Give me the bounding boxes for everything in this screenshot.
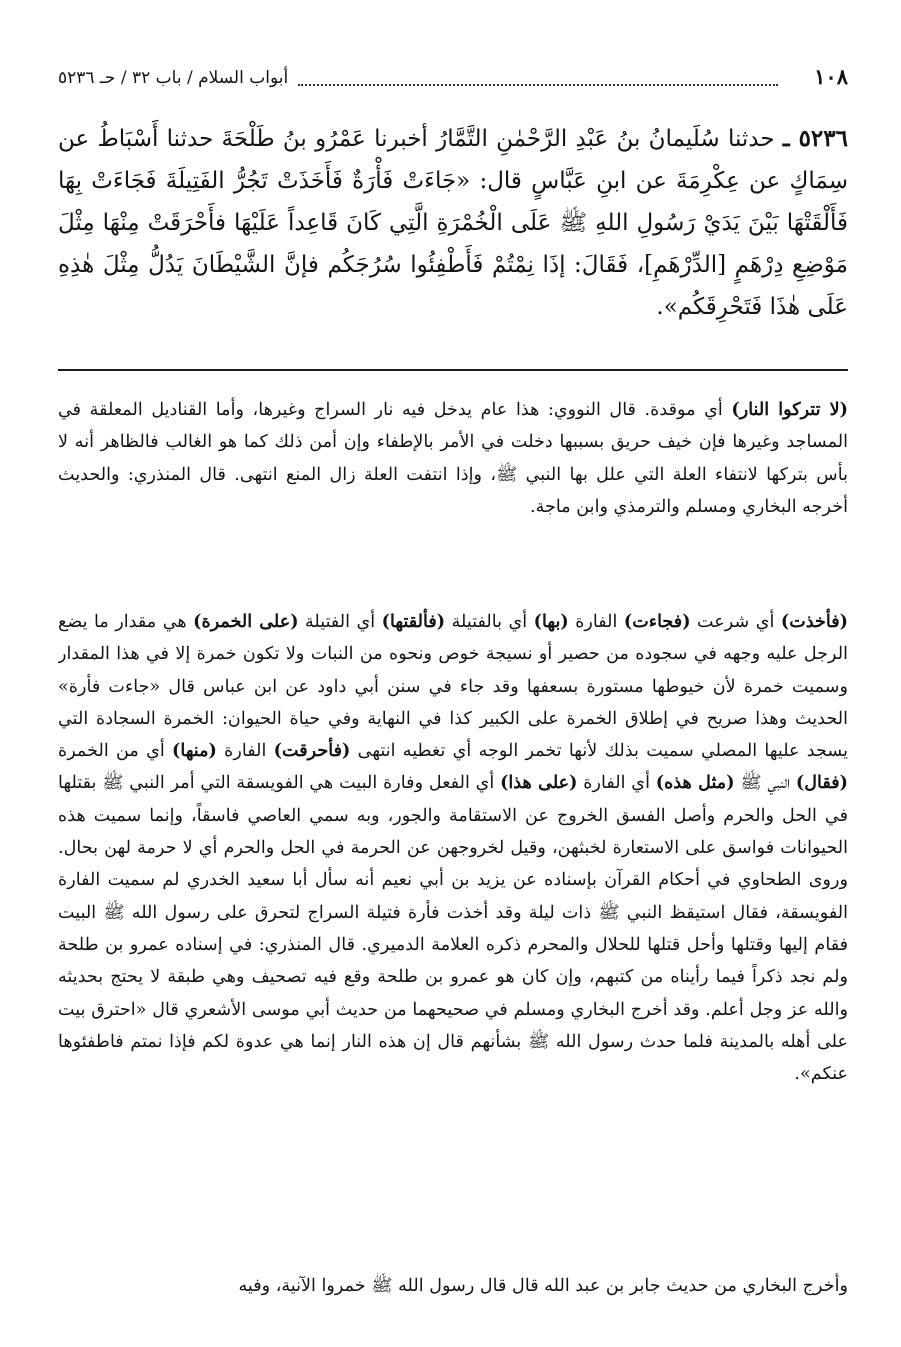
commentary-text: النبي ﷺ xyxy=(734,773,796,794)
dotted-leader xyxy=(298,84,778,86)
commentary-paragraph-2 xyxy=(58,606,848,1252)
commentary-lemma: (بها) xyxy=(533,611,569,632)
commentary-lemma: (منها) xyxy=(172,740,217,762)
commentary-lemma: (مثل هذه) xyxy=(655,772,735,794)
page-header xyxy=(58,62,848,96)
commentary-text: هي مقدار ما يضع الرجل عليه وجهه في سجوده من حصير أو نسيجة خوص ونحوه من النبات ولا تكون خمرة إلا في هذا المقدار وسميت خمرة لأن خيوطها مستورة بسعفها وقد جاء في سنن أبي داود عن ابن عباس قال «جاءت فأرة» الحديث وهذا صريح في إطلاق الخمرة على الكبير كذا في النهاية وفي حياة الحيوان: الخمرة السجادة التي يسجد عليها المصلي سميت بذلك لأنها تخمر الوجه أي تغطيه انتهى xyxy=(58,612,848,762)
commentary-lemma: (على هذا) xyxy=(500,772,578,794)
commentary-text: الفارة xyxy=(568,612,624,632)
commentary-paragraph-1 xyxy=(58,394,848,588)
footnote-separator xyxy=(58,369,848,371)
commentary-text: أي موقدة. قال النووي: هذا عام يدخل فيه نار السراج وغيرها، وأما القناديل المعلقة في المساجد وغيرها فإن خيف حريق بسببها دخلت في الأمر بالإطفاء وإن أمن ذلك كما هو الغالب فالظاهر أنه لا بأس بتركها لانتفاء العلة التي علل بها النبي ﷺ، وإذا انتفت العلة زال المنع انتهى. قال المنذري: والحديث أخرجه البخاري ومسلم والترمذي وابن ماجة. xyxy=(58,400,848,517)
commentary-text: أي من الخمرة xyxy=(58,741,173,762)
commentary-text: أي بالفتيلة xyxy=(445,612,534,632)
commentary-paragraph-3 xyxy=(58,1270,848,1304)
commentary-lemma: (فأخذت) xyxy=(780,611,848,632)
commentary-lemma: (فجاءت) xyxy=(623,611,691,632)
hadith-text xyxy=(58,118,848,338)
commentary-text: وأخرج البخاري من حديث جابر بن عبد الله قال قال رسول الله ﷺ خمروا الآنية، وفيه xyxy=(238,1276,848,1296)
commentary-text: الفارة xyxy=(216,741,274,762)
commentary-text: أي الفتيلة xyxy=(298,612,382,632)
commentary-lemma: (فقال) xyxy=(795,772,848,794)
hadith-body: حدثنا سُلَيمانُ بنُ عَبْدِ الرَّحْمٰنِ التَّمَّارُ أخبرنا عَمْرُو بنُ طَلْحَةَ حدثنا أَسْبَاطُ عن سِمَاكٍ عن عِكْرِمَةَ عن ابنِ عَبَّاسٍ قال: «جَاءَتْ فَأْرَةٌ فَأَخَذَتْ تَجُرُّ الفَتِيلَةَ فَجَاءَتْ بِهَا فَأَلْقَتْهَا بَيْنَ يَدَيْ رَسُولِ اللهِ ﷺ عَلَى الْخُمْرَةِ الَّتِي كَانَ قَاعِداً عَلَيْهَا فأَحْرَقَتْ مِنْهَا مِثْلَ مَوْضِعِ دِرْهَمٍ [الدِّرْهَمِ]، فَقَالَ: إذَا نِمْتُمْ فَأَطْفِئُوا سُرُجَكُم فإنَّ الشَّيْطَانَ يَدُلُّ مِثْلَ هٰذِهِ عَلَى هٰذَا فَتَحْرِقَكُم». xyxy=(58,126,848,320)
commentary-text: أي الفعل وفارة البيت هي الفويسقة التي أمر النبي ﷺ بقتلها في الحل والحرم وأصل الفسق الخروج عن الاستقامة والجور، وبه سمي العاصي فاسقاً، وإنما سميت هذه الحيوانات فواسق على الاستعارة لخبثهن، وقيل لخروجهن عن الحرمة في الحل والحرم أي لا حرمة لهن بحال. وروى الطحاوي في أحكام القرآن بإسناده عن يزيد بن أبي نعيم أنه سأل أبا سعيد الخدري لم سميت الفارة الفويسقة، فقال استيقظ النبي ﷺ ذات ليلة وقد أخذت فأرة فتيلة السراج لتحرق على رسول الله ﷺ البيت فقام إليها وقتلها وأحل قتلها للحلال والمحرم ذكره العلامة الدميري. قال المنذري: في إسناده عمرو بن طلحة ولم نجد ذكراً فيما رأيناه من كتبهم، وإن كان هو عمرو بن طلحة وقع فيه تصحيف وهي طبقة لا يحتج بحديثه والله عز وجل أعلم. وقد أخرج البخاري ومسلم في صحيحهما من حديث أبي موسى الأشعري قال «احترق بيت على أهله بالمدينة فلما حدث رسول الله ﷺ بشأنهم قال إن هذه النار إنما هي عدوة لكم فإذا نمتم فاطفئوها عنكم». xyxy=(58,773,848,1085)
document-page xyxy=(58,62,848,338)
page-number: ١٠٨ xyxy=(814,64,848,89)
hadith-number: ٥٢٣٦ ـ xyxy=(782,125,848,152)
commentary-lemma: (على الخمرة) xyxy=(193,611,299,632)
commentary-lemma: (لا تتركوا النار) xyxy=(731,399,848,420)
commentary-text: أي الفارة xyxy=(577,773,656,794)
commentary-lemma: (فأحرقت) xyxy=(273,740,351,762)
running-title: أبواب السلام / باب ٣٢ / حـ ٥٢٣٦ xyxy=(58,68,289,88)
commentary-text: أي شرعت xyxy=(690,612,781,632)
commentary xyxy=(58,394,848,1304)
commentary-lemma: (فألقتها) xyxy=(381,611,446,632)
